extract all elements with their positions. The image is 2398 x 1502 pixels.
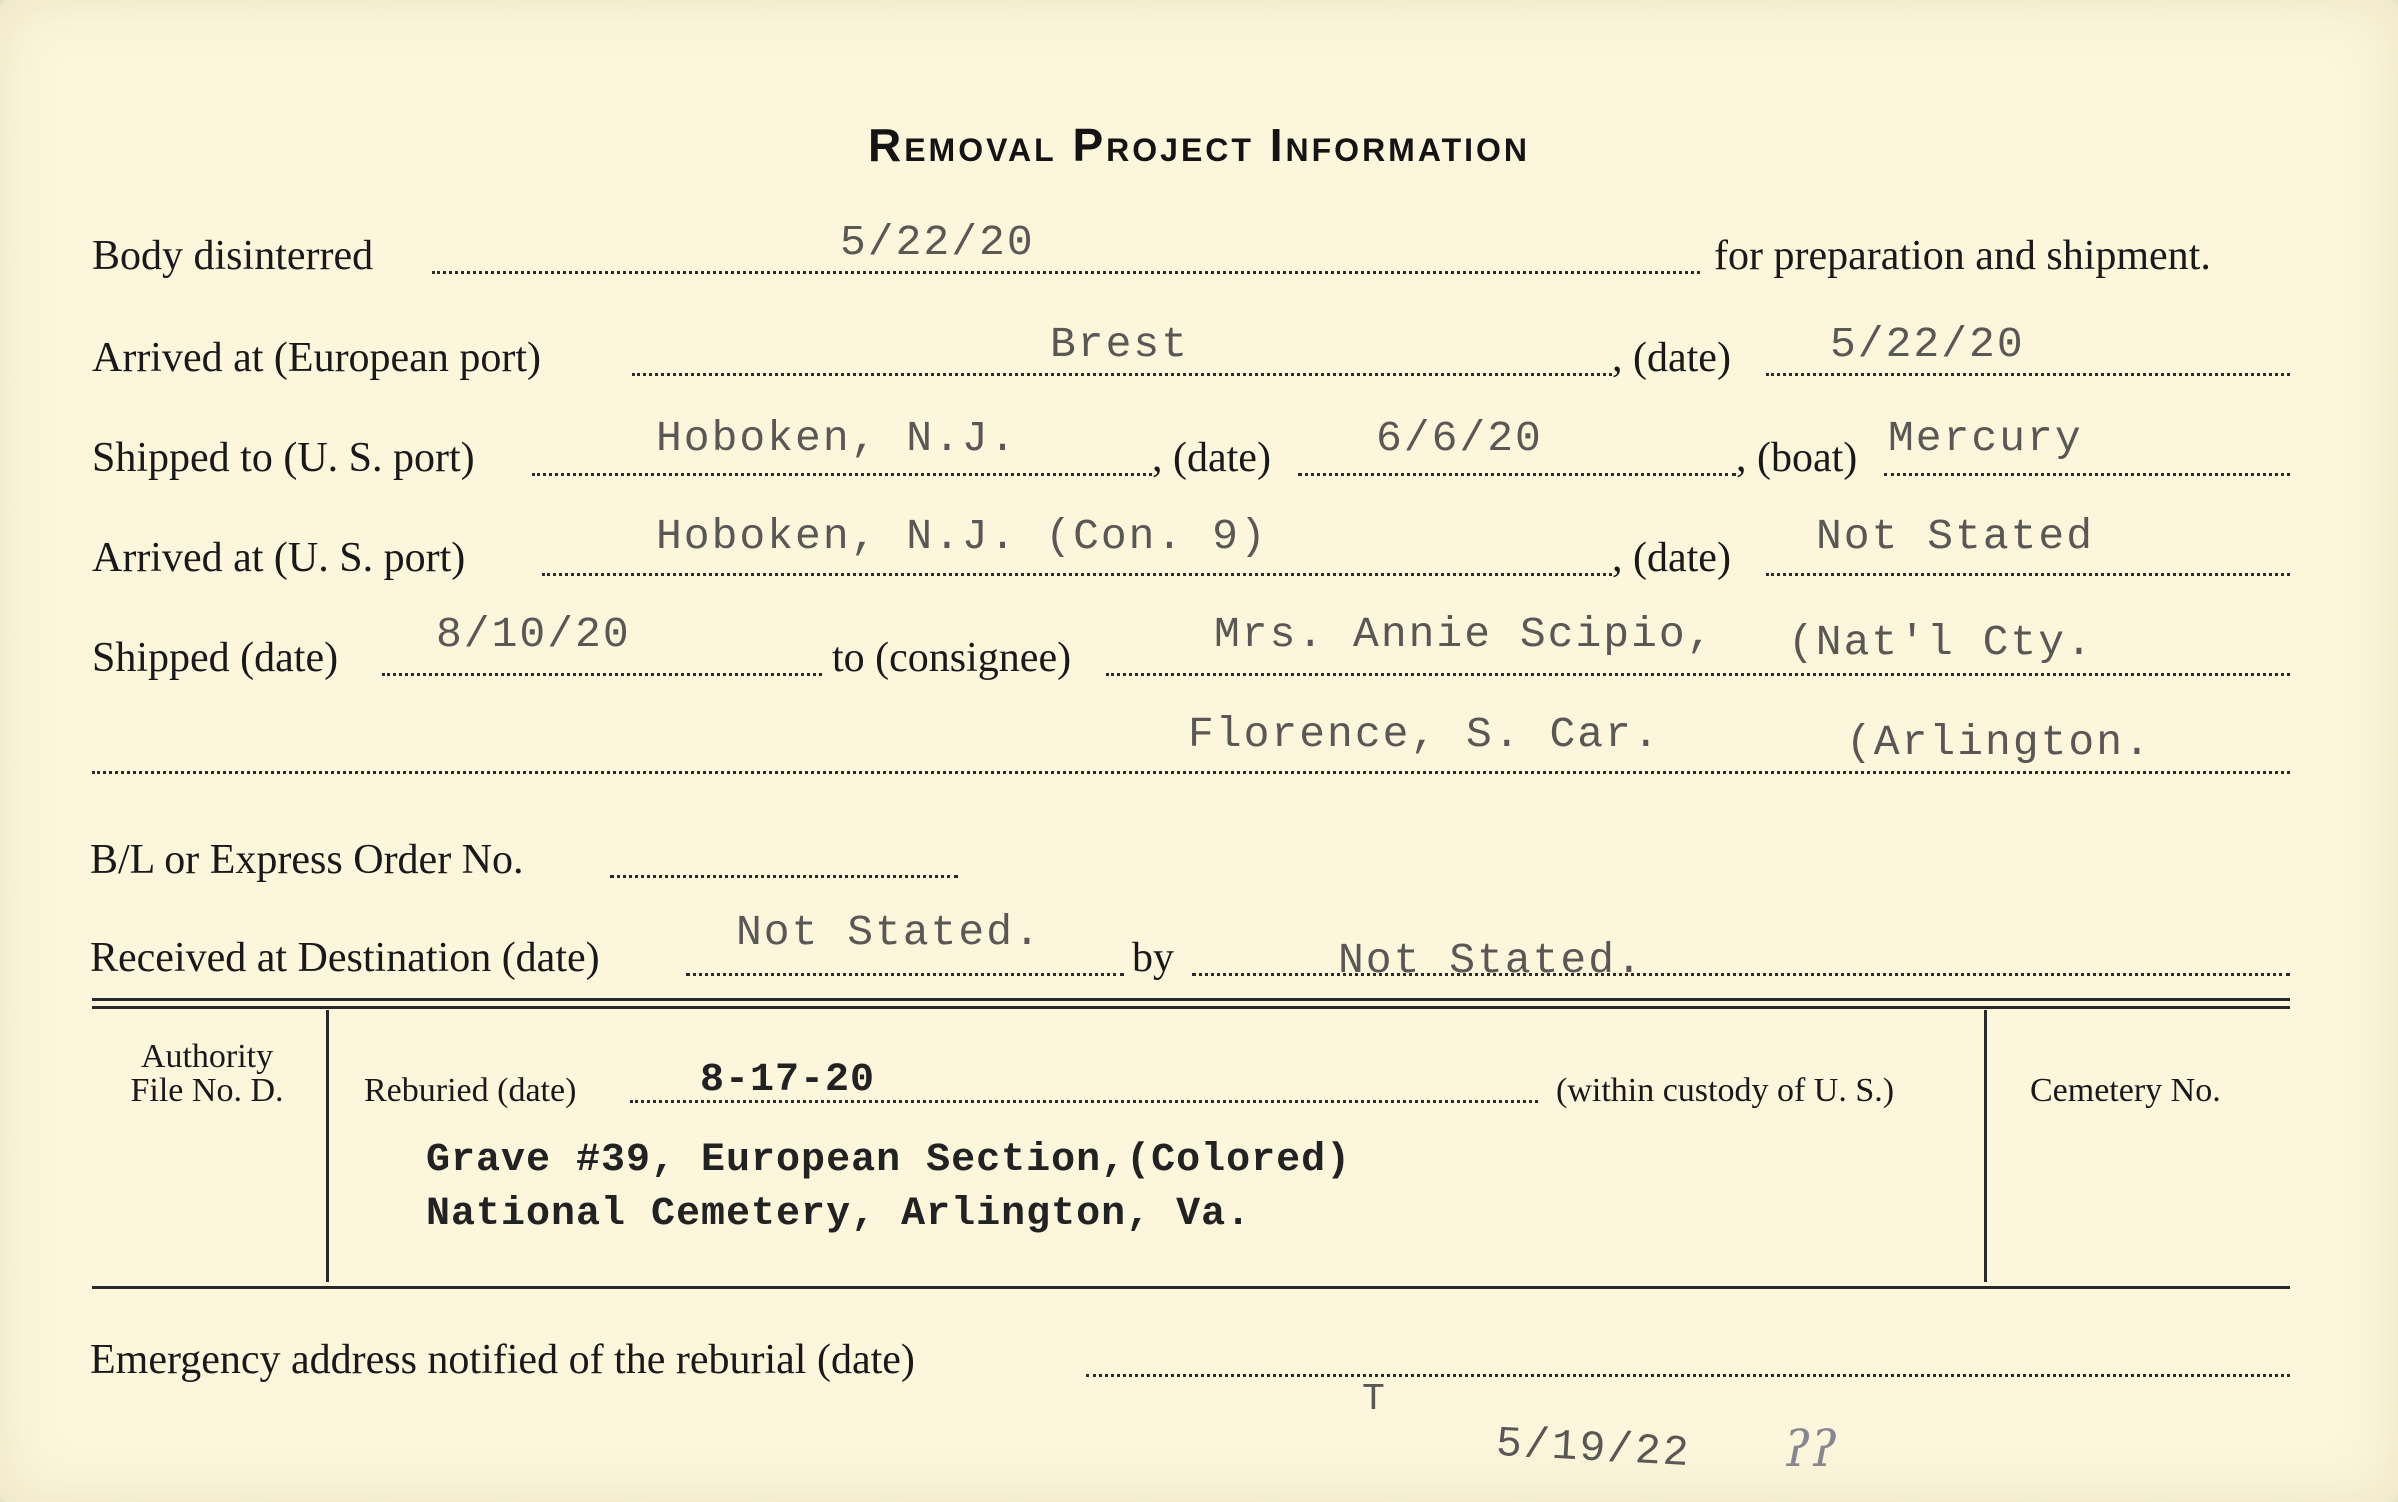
- footer-date: 5/19/22: [1494, 1418, 1692, 1479]
- us-port-date: Not Stated: [1816, 512, 2095, 561]
- us-port-line: [542, 573, 1612, 576]
- consignee-label: to (consignee): [832, 635, 1072, 681]
- card-title: Removal Project Information: [867, 119, 1531, 171]
- bl-order-line: [610, 875, 958, 878]
- european-port-date: 5/22/20: [1830, 320, 2025, 369]
- received-by: Not Stated.: [1338, 936, 1644, 985]
- box-divider-left: [326, 1010, 329, 1282]
- received-date-line: [686, 973, 1124, 976]
- shipped-to-value: Hoboken, N.J.: [656, 414, 1018, 463]
- emergency-label: Emergency address notified of the reburial (date): [90, 1337, 915, 1383]
- consignee-line: [1106, 673, 2290, 676]
- pencil-mark: ʔʔ: [1784, 1420, 1838, 1478]
- european-port-value: Brest: [1050, 320, 1190, 369]
- box-top-rule-1: [92, 998, 2290, 1001]
- grave-line-1: Grave #39, European Section,(Colored): [426, 1138, 1352, 1183]
- footer-mark: T: [1362, 1378, 1385, 1421]
- shipped-date: 8/10/20: [436, 610, 631, 659]
- shipped-to-date: 6/6/20: [1376, 414, 1543, 463]
- european-port-date-line: [1766, 373, 2290, 376]
- shipped-to-boat-line: [1884, 473, 2290, 476]
- custody-label: (within custody of U. S.): [1556, 1072, 1895, 1109]
- received-date: Not Stated.: [736, 908, 1042, 957]
- consignee-name: Mrs. Annie Scipio,: [1214, 610, 1715, 659]
- box-divider-right: [1984, 1010, 1987, 1282]
- box-bottom-rule: [92, 1286, 2290, 1289]
- received-label: Received at Destination (date): [90, 935, 600, 981]
- shipped-to-line: [532, 473, 1152, 476]
- cemetery-no-label: Cemetery No.: [2030, 1072, 2221, 1109]
- authority-label-2: File No. D.: [130, 1072, 284, 1109]
- shipped-to-date-label: , (date): [1152, 435, 1271, 481]
- body-disinterred-label: Body disinterred: [92, 233, 374, 279]
- shipped-to-date-line: [1298, 473, 1736, 476]
- european-port-label: Arrived at (European port): [92, 335, 541, 381]
- shipped-to-boat: Mercury: [1888, 414, 2083, 463]
- body-disinterred-value: 5/22/20: [840, 218, 1035, 267]
- box-top-rule-2: [92, 1006, 2290, 1009]
- emergency-line: [1086, 1374, 2290, 1377]
- bl-order-label: B/L or Express Order No.: [90, 837, 524, 883]
- us-port-label: Arrived at (U. S. port): [92, 535, 466, 581]
- consignee-note-1: (Nat'l Cty.: [1788, 618, 2094, 667]
- consignee-line-2: [92, 771, 2290, 774]
- consignee-city: Florence, S. Car.: [1188, 710, 1661, 759]
- authority-label-1: Authority: [140, 1038, 274, 1075]
- body-disinterred-line: [432, 271, 1700, 274]
- us-port-date-line: [1766, 573, 2290, 576]
- received-by-label: by: [1132, 935, 1174, 981]
- consignee-note-2: (Arlington.: [1846, 718, 2152, 767]
- european-port-line: [632, 373, 1612, 376]
- shipped-date-label: Shipped (date): [92, 635, 339, 681]
- shipped-to-boat-label: , (boat): [1736, 435, 1858, 481]
- shipped-to-label: Shipped to (U. S. port): [92, 435, 475, 481]
- us-port-value: Hoboken, N.J. (Con. 9): [656, 512, 1268, 561]
- european-port-date-label: , (date): [1612, 335, 1731, 381]
- body-disinterred-suffix: for preparation and shipment.: [1714, 233, 2211, 279]
- shipped-date-line: [382, 673, 822, 676]
- reburied-label: Reburied (date): [364, 1072, 577, 1109]
- reburied-date: 8-17-20: [700, 1058, 876, 1103]
- us-port-date-label: , (date): [1612, 535, 1731, 581]
- grave-line-2: National Cemetery, Arlington, Va.: [426, 1192, 1252, 1237]
